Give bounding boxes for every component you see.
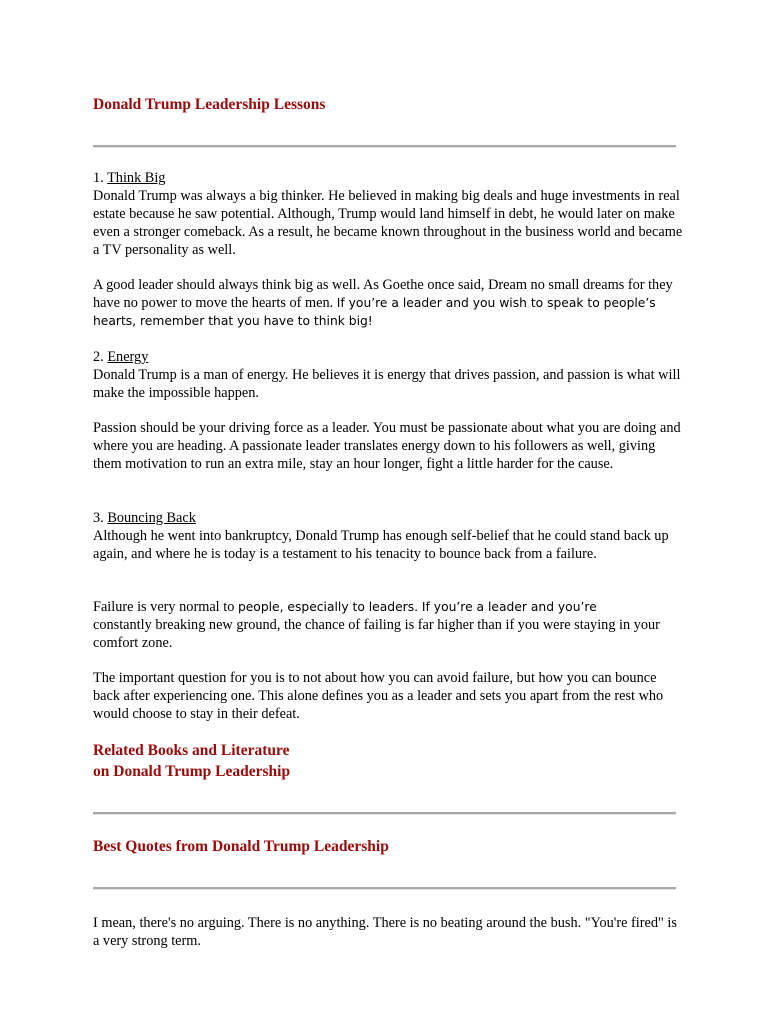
section-heading: Bouncing Back xyxy=(107,510,196,526)
section-intro: Donald Trump is a man of energy. He believes it is energy that drives passion, and passion is what will make the impossible happen. xyxy=(93,367,681,401)
paragraph-text: A good leader should always think big as well. As Goethe once said, Dream no small dreams for they have no power to move the hearts of men. xyxy=(93,277,673,311)
section-intro: Donald Trump was always a big thinker. He believed in making big deals and huge investments in real estate because he saw potential. Although, Trump would land himself in debt, he would later on make even a stronger comeback. As a result, he became known throughout in the business world and became a TV personality as well. xyxy=(93,188,683,258)
related-heading-line2: on Donald Trump Leadership xyxy=(93,763,291,780)
related-heading-line1: Related Books and Literature xyxy=(93,742,290,759)
section-paragraph xyxy=(93,598,683,652)
section-energy xyxy=(93,348,683,402)
divider xyxy=(93,145,676,148)
paragraph-text: Passion should be your driving force as a leader. You must be passionate about what you are doing and where you are heading. A passionate leader translates energy down to his followers as well, giving them motivation to run an extra mile, stay an hour longer, fight a little harder for the cause. xyxy=(93,420,681,472)
section-heading: Energy xyxy=(107,349,149,365)
quote-item: I mean, there's no arguing. There is no anything. There is no beating around the bush. "You're fired" is a very strong term. xyxy=(93,915,677,949)
section-paragraph xyxy=(93,669,683,723)
page-title: Donald Trump Leadership Lessons xyxy=(93,96,326,113)
paragraph-text: Failure is very normal to xyxy=(93,599,235,615)
paragraph-text: The important question for you is to not about how you can avoid failure, but how you can bounce back after experiencing one. This alone defines you as a leader and sets you apart from the rest who would choose to stay in their defeat. xyxy=(93,670,664,722)
section-heading: Think Big xyxy=(107,170,166,186)
section-number: 2. xyxy=(93,349,104,365)
paragraph-text-sans: people, especially to leaders. If you’re a leader and you’re xyxy=(237,600,597,614)
paragraph-text: constantly breaking new ground, the chance of failing is far higher than if you were staying in your comfort zone. xyxy=(93,617,660,651)
divider xyxy=(93,812,676,815)
section-paragraph xyxy=(93,276,683,330)
section-number: 3. xyxy=(93,510,104,526)
section-think-big xyxy=(93,169,683,259)
quotes-heading: Best Quotes from Donald Trump Leadership xyxy=(93,838,389,855)
paragraph-text-sans: If you’re a leader and you wish to speak to people’s hearts, remember that you have to think big! xyxy=(93,296,656,328)
section-number: 1. xyxy=(93,170,104,186)
section-bouncing-back xyxy=(93,509,683,563)
section-paragraph xyxy=(93,419,683,473)
divider xyxy=(93,887,676,890)
section-intro: Although he went into bankruptcy, Donald Trump has enough self-belief that he could stand back up again, and where he is today is a testament to his tenacity to bounce back from a failure. xyxy=(93,528,669,562)
related-heading xyxy=(93,740,290,782)
